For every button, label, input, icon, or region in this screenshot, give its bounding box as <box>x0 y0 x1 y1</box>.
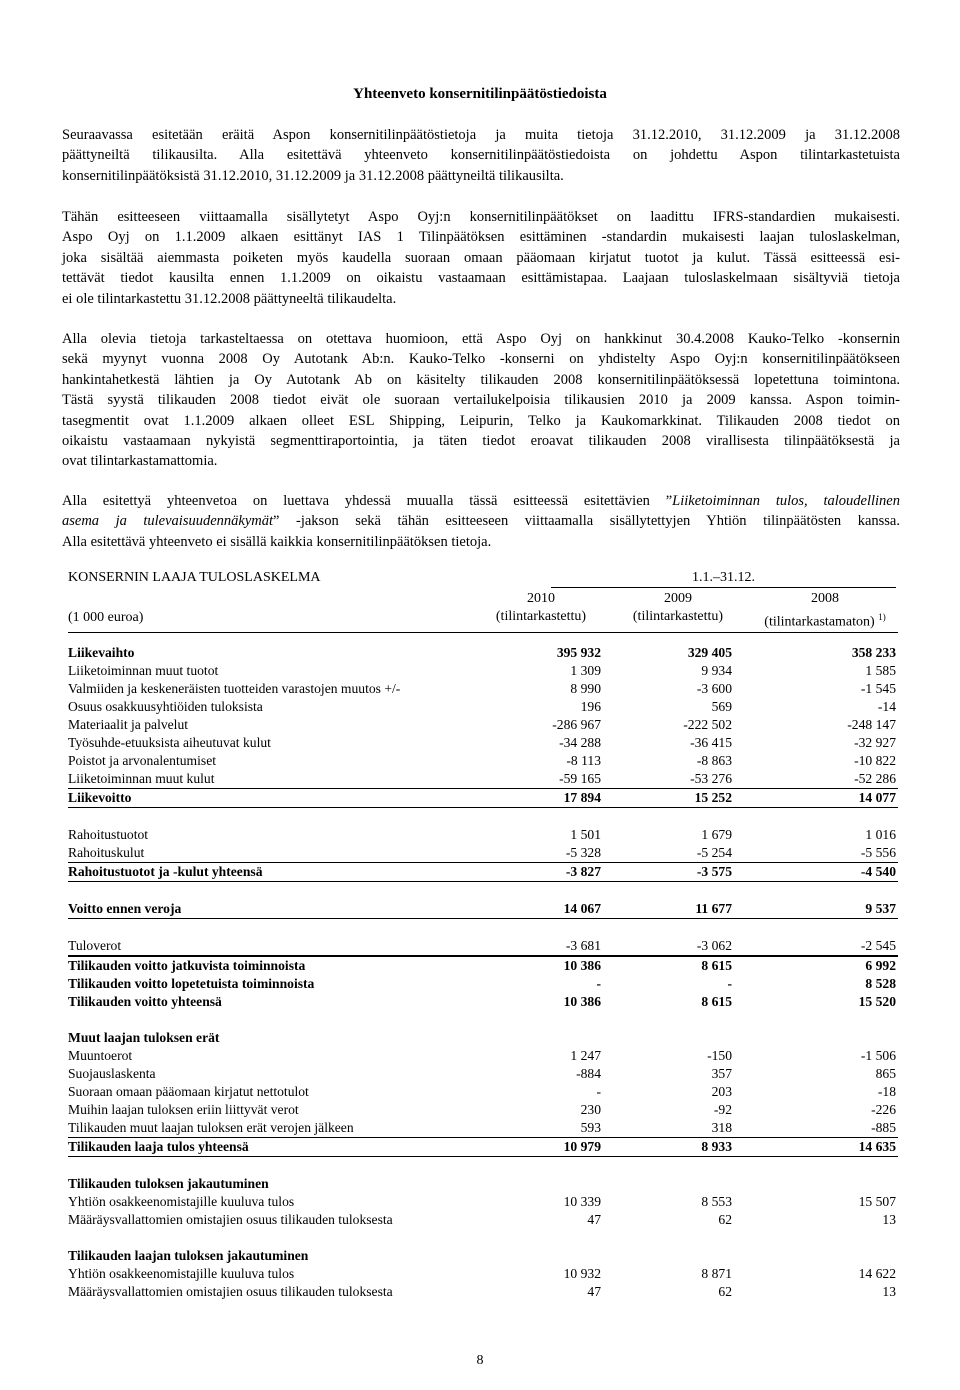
cell-value-2010: - <box>596 976 601 991</box>
text-line: Tästä syystä tilikauden 2008 tiedot eivät ole suoraan vertailukelpoisia tilikausien 2010 ja 2009 kanssa. Aspon toimin- <box>62 392 900 409</box>
cell-value-2010: -59 165 <box>559 771 601 786</box>
text-line: ovat tilintarkastamattomia. <box>62 453 218 470</box>
table-row <box>68 1083 898 1101</box>
cell-value-2008: -32 927 <box>854 735 896 750</box>
table-row <box>68 1175 898 1193</box>
row-label: Muihin laajan tuloksen eriin liittyvät verot <box>68 1102 299 1117</box>
table-row <box>68 752 898 770</box>
cell-value-2009: - <box>727 976 732 991</box>
table-row <box>68 734 898 752</box>
table-row <box>68 1065 898 1083</box>
cell-value-2010: -884 <box>576 1066 601 1081</box>
cell-value-2010: 1 247 <box>570 1048 601 1063</box>
footnote-marker: 1) <box>878 612 886 622</box>
cell-value-2010: 395 932 <box>556 645 601 660</box>
table-unit: (1 000 euroa) <box>68 610 144 625</box>
paragraph-acquisitions <box>62 329 900 472</box>
text-line: tettävät tiedot kausilta ennen 1.1.2009 on oikaistu vastaamaan esittämistapaa. Laajaan tuloslaskelmaan sisältyviä tietoja <box>62 270 900 287</box>
table-row <box>68 1193 898 1211</box>
table-row <box>68 937 898 956</box>
cell-value-2008: -2 545 <box>860 938 896 953</box>
text-line: ei ole tilintarkastettu 31.12.2008 päättyneeltä tilikaudelta. <box>62 290 397 307</box>
cell-value-2008: 358 233 <box>851 645 896 660</box>
row-label: Poistot ja arvonalentumiset <box>68 753 216 768</box>
cell-value-2008: -1 545 <box>860 681 896 696</box>
paragraph-reading-note <box>62 491 900 552</box>
paragraph-ifrs <box>62 207 900 309</box>
text-line: Seuraavassa esitetään eräitä Aspon konsernitilinpäätöstietoja ja muita tietoja 31.12.2010, 31.12.2009 ja 31.12.2008 <box>62 127 900 143</box>
cell-value-2009: 329 405 <box>687 645 732 660</box>
table-row <box>68 1211 898 1229</box>
row-label: Määräysvallattomien omistajien osuus tilikauden tuloksesta <box>68 1212 393 1227</box>
text-line <box>62 491 900 511</box>
cell-value-2010: 8 990 <box>570 681 601 696</box>
table-row <box>68 698 898 716</box>
cell-value-2010: -3 681 <box>565 938 601 953</box>
row-label: Määräysvallattomien omistajien osuus tilikauden tuloksesta <box>68 1284 393 1299</box>
column-header-2010 <box>481 590 601 626</box>
table-row <box>68 680 898 698</box>
table-row <box>68 788 898 808</box>
text-line <box>62 511 900 531</box>
table-row <box>68 662 898 680</box>
text-line: Alla olevia tietoja tarkasteltaessa on otettava huomioon, että Aspo Oyj on hankkinut 30.4.2008 Kauko-Telko -konsernin <box>62 331 900 347</box>
row-label: Tilikauden tuloksen jakautuminen <box>68 1176 269 1191</box>
cell-value-2008: -248 147 <box>847 717 896 732</box>
text-run-italic: Liiketoiminnan tulos, taloudellinen <box>672 493 900 509</box>
row-label: Muut laajan tuloksen erät <box>68 1030 220 1045</box>
table-row <box>68 826 898 844</box>
table-row <box>68 975 898 993</box>
cell-value-2010: 230 <box>580 1102 601 1117</box>
text-line: sekä myynyt vuonna 2008 Oy Autotank Ab:n. Kauko-Telko -konserni on yhdistelty Aspo Oyj:n konsernitilinpäätökseen <box>62 351 900 368</box>
text-line: tasegmentit ovat 1.1.2009 alkaen olleet ESL Shipping, Leipurin, Telko ja Kaukomarkkinat. Tilikauden 2008 tiedot on <box>62 412 900 429</box>
row-label: Liikevaihto <box>68 645 135 660</box>
page-number: 8 <box>476 1353 484 1368</box>
cell-value-2009: 357 <box>711 1066 732 1081</box>
cell-value-2008: 13 <box>882 1212 896 1227</box>
text-line: päättyneiltä tilikausilta. Alla esitettävä yhteenveto konsernitilinpäätöstiedoista on johdettu Aspon tilintarkastetuista <box>62 147 900 164</box>
cell-value-2008: -18 <box>877 1084 896 1099</box>
cell-value-2010: -8 113 <box>566 753 601 768</box>
cell-value-2008: -5 556 <box>860 845 896 860</box>
row-label: Liikevoitto <box>68 790 132 805</box>
column-note-wrap <box>750 608 900 632</box>
text-line: Tähän esitteeseen viittaamalla sisällytetyt Aspo Oyj:n konsernitilinpäätökset on laadittu IFRS-standardien mukaisesti. <box>62 209 900 225</box>
row-label: Rahoituskulut <box>68 845 145 860</box>
table-row <box>68 993 898 1011</box>
cell-value-2008: 15 507 <box>858 1194 896 1209</box>
table-row <box>68 644 898 662</box>
cell-value-2008: -1 506 <box>860 1048 896 1063</box>
cell-value-2009: 569 <box>711 699 732 714</box>
cell-value-2009: 203 <box>711 1084 732 1099</box>
table-period: 1.1.–31.12. <box>551 570 896 588</box>
cell-value-2009: -5 254 <box>696 845 732 860</box>
cell-value-2009: -3 062 <box>696 938 732 953</box>
table-row <box>68 1029 898 1047</box>
row-label: Tilikauden laajan tuloksen jakautuminen <box>68 1248 309 1263</box>
cell-value-2009: 1 679 <box>701 827 732 842</box>
column-header-2009 <box>613 590 743 626</box>
cell-value-2009: -222 502 <box>683 717 732 732</box>
row-spacer <box>68 882 898 900</box>
table-row <box>68 716 898 734</box>
cell-value-2010: 593 <box>580 1120 601 1135</box>
table-row <box>68 956 898 975</box>
row-label: Liiketoiminnan muut kulut <box>68 771 215 786</box>
table-row <box>68 862 898 882</box>
cell-value-2009: 8 933 <box>701 1139 732 1154</box>
row-label: Työsuhde-etuuksista aiheutuvat kulut <box>68 735 271 750</box>
header-rule <box>68 632 898 633</box>
cell-value-2010: 47 <box>587 1284 601 1299</box>
row-label: Suojauslaskenta <box>68 1066 156 1081</box>
column-note: (tilintarkastettu) <box>632 609 724 624</box>
table-row <box>68 1247 898 1265</box>
cell-value-2008: -226 <box>871 1102 896 1117</box>
cell-value-2009: 9 934 <box>701 663 732 678</box>
cell-value-2010: 14 067 <box>563 901 601 916</box>
table-row <box>68 1119 898 1137</box>
cell-value-2009: 8 553 <box>701 1194 732 1209</box>
row-label: Osuus osakkuusyhtiöiden tuloksista <box>68 699 263 714</box>
row-spacer <box>68 1229 898 1247</box>
table-row <box>68 1283 898 1301</box>
cell-value-2008: -4 540 <box>860 864 896 879</box>
cell-value-2009: -3 600 <box>696 681 732 696</box>
column-note: (tilintarkastamaton) <box>764 614 875 630</box>
cell-value-2008: 1 016 <box>865 827 896 842</box>
text-line: Aspo Oyj on 1.1.2009 alkaen esittänyt IAS 1 Tilinpäätöksen esittäminen -standardin mukaisesti laajan tuloslaskelman, <box>62 229 900 246</box>
row-label: Valmiiden ja keskeneräisten tuotteiden varastojen muutos +/- <box>68 681 401 696</box>
row-label: Rahoitustuotot <box>68 827 149 842</box>
cell-value-2008: -885 <box>871 1120 896 1135</box>
text-line: konsernitilinpäätöksistä 31.12.2010, 31.12.2009 ja 31.12.2008 päättyneiltä tilikausilta. <box>62 167 564 184</box>
text-line: hankintahetkestä lähtien ja Oy Autotank Ab on käsitelty tilikauden 2008 konsernitilinpäätöksessä lopetettuna toimintona. <box>62 371 900 388</box>
row-label: Muuntoerot <box>68 1048 133 1063</box>
cell-value-2008: 15 520 <box>858 994 896 1009</box>
cell-value-2010: - <box>596 1084 601 1099</box>
cell-value-2008: 14 635 <box>858 1139 896 1154</box>
row-label: Liiketoiminnan muut tuotot <box>68 663 219 678</box>
row-spacer <box>68 919 898 937</box>
cell-value-2008: 865 <box>875 1066 896 1081</box>
cell-value-2010: 47 <box>587 1212 601 1227</box>
row-label: Tilikauden voitto jatkuvista toiminnoista <box>68 958 306 973</box>
cell-value-2010: 10 339 <box>563 1194 601 1209</box>
cell-value-2008: 13 <box>882 1284 896 1299</box>
cell-value-2010: -3 827 <box>565 864 601 879</box>
table-row <box>68 900 898 919</box>
cell-value-2010: 10 932 <box>563 1266 601 1281</box>
cell-value-2009: -150 <box>707 1048 732 1063</box>
cell-value-2009: -3 575 <box>696 864 732 879</box>
row-label: Yhtiön osakkeenomistajille kuuluva tulos <box>68 1194 295 1209</box>
cell-value-2008: 6 992 <box>865 958 896 973</box>
text-run: Alla esitettyä yhteenvetoa on luettava yhdessä muualla tässä esitteessä esitettävien ” <box>62 493 673 509</box>
text-run: ” -jakson sekä tähän esitteeseen viittaamalla sisällytettyjen Yhtiön tilinpäätösten kanssa. <box>273 513 900 530</box>
paragraph-intro <box>62 125 900 186</box>
cell-value-2009: 8 615 <box>701 958 732 973</box>
cell-value-2010: 10 386 <box>563 994 601 1009</box>
text-line: Alla esitettävä yhteenveto ei sisällä kaikkia konsernitilinpäätöksen tietoja. <box>62 533 492 550</box>
row-spacer <box>68 1011 898 1029</box>
cell-value-2010: -286 967 <box>552 717 601 732</box>
row-label: Tuloverot <box>68 938 122 953</box>
cell-value-2009: 8 871 <box>701 1266 732 1281</box>
cell-value-2009: 8 615 <box>701 994 732 1009</box>
cell-value-2009: -53 276 <box>690 771 732 786</box>
text-line: oikaistu vastaamaan nykyistä segmenttiraportointia, ja täten tiedot eroavat tilikauden 2008 virallisesta tilinpäätöksestä ja <box>62 433 900 450</box>
cell-value-2008: 14 622 <box>858 1266 896 1281</box>
table-row <box>68 844 898 862</box>
cell-value-2008: -14 <box>877 699 896 714</box>
cell-value-2010: 196 <box>580 699 601 714</box>
cell-value-2009: -92 <box>713 1102 732 1117</box>
row-label: Materiaalit ja palvelut <box>68 717 189 732</box>
column-note: (tilintarkastettu) <box>495 609 587 624</box>
row-label: Tilikauden voitto lopetetuista toiminnoista <box>68 976 315 991</box>
column-header-2008 <box>750 590 900 632</box>
cell-value-2009: 62 <box>718 1284 732 1299</box>
cell-value-2009: 318 <box>711 1120 732 1135</box>
table-row <box>68 770 898 788</box>
cell-value-2008: 9 537 <box>865 901 896 916</box>
table-body <box>68 644 898 1301</box>
cell-value-2010: 17 894 <box>563 790 601 805</box>
cell-value-2010: 1 501 <box>570 827 601 842</box>
column-year: 2010 <box>527 591 555 606</box>
row-label: Suoraan omaan pääomaan kirjatut nettotulot <box>68 1084 309 1099</box>
table-title: KONSERNIN LAAJA TULOSLASKELMA <box>68 570 321 585</box>
cell-value-2009: 15 252 <box>694 790 732 805</box>
cell-value-2009: -36 415 <box>690 735 732 750</box>
table-row <box>68 1047 898 1065</box>
cell-value-2009: 11 677 <box>695 901 732 916</box>
cell-value-2008: 14 077 <box>858 790 896 805</box>
table-row <box>68 1101 898 1119</box>
row-spacer <box>68 808 898 826</box>
cell-value-2009: 62 <box>718 1212 732 1227</box>
cell-value-2010: 10 979 <box>563 1139 601 1154</box>
row-label: Yhtiön osakkeenomistajille kuuluva tulos <box>68 1266 295 1281</box>
row-label: Rahoitustuotot ja -kulut yhteensä <box>68 864 263 879</box>
row-label: Tilikauden voitto yhteensä <box>68 994 222 1009</box>
row-label: Tilikauden laaja tulos yhteensä <box>68 1139 249 1154</box>
text-run-italic: asema ja tulevaisuudennäkymät <box>62 513 274 530</box>
table-row <box>68 1265 898 1283</box>
cell-value-2010: -5 328 <box>565 845 601 860</box>
cell-value-2008: 8 528 <box>865 976 896 991</box>
cell-value-2010: 10 386 <box>563 958 601 973</box>
cell-value-2010: -34 288 <box>559 735 601 750</box>
text-line: joka sisältää aiemmasta poiketen myös kaudella suoraan omaan pääomaan kirjatut tuotot ja kulut. Tässä esitteessä esi- <box>62 249 900 266</box>
row-spacer <box>68 1157 898 1175</box>
cell-value-2008: -10 822 <box>854 753 896 768</box>
cell-value-2008: -52 286 <box>854 771 896 786</box>
row-label: Voitto ennen veroja <box>68 901 182 916</box>
cell-value-2008: 1 585 <box>865 663 896 678</box>
page-title: Yhteenveto konsernitilinpäätöstiedoista <box>353 86 607 102</box>
column-year: 2008 <box>811 591 839 606</box>
cell-value-2009: -8 863 <box>696 753 732 768</box>
table-row <box>68 1137 898 1157</box>
cell-value-2010: 1 309 <box>570 663 601 678</box>
row-label: Tilikauden muut laajan tuloksen erät verojen jälkeen <box>68 1120 354 1135</box>
column-year: 2009 <box>664 591 692 606</box>
